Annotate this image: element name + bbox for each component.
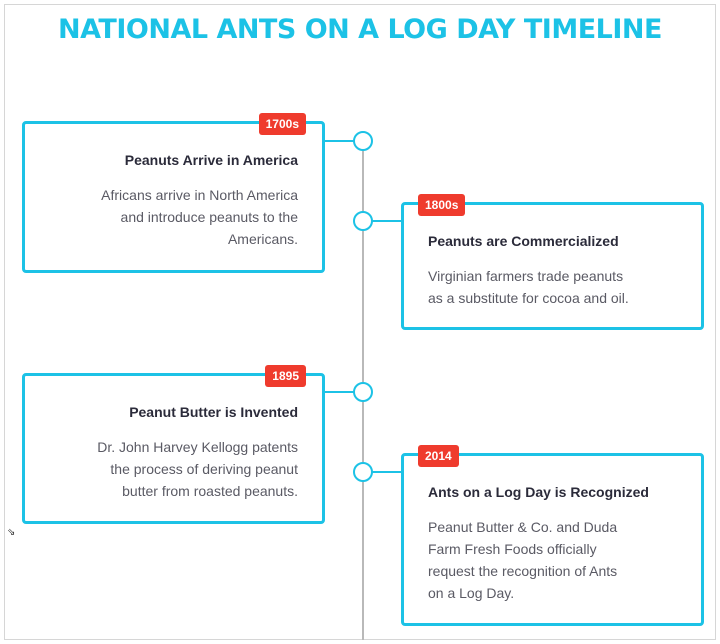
description-line: Peanut Butter & Co. and Duda (428, 519, 618, 535)
description-line: Virginian farmers trade peanuts (428, 268, 624, 284)
event-card-1700s (22, 117, 325, 273)
description-line: Farm Fresh Foods officially (428, 541, 597, 557)
description-line: and introduce peanuts to the (120, 209, 298, 225)
event-description (101, 184, 298, 250)
description-line: Americans. (227, 231, 298, 247)
description-line: Africans arrive in North America (101, 187, 298, 203)
timeline-node-icon (353, 131, 373, 151)
event-description (428, 265, 629, 309)
timeline-node-icon (353, 382, 373, 402)
description-line: request the recognition of Ants (428, 563, 618, 579)
date-badge: 1800s (418, 194, 465, 216)
description-line: the process of deriving peanut (110, 461, 298, 477)
event-heading: Peanuts Arrive in America (124, 152, 298, 168)
event-card-2014 (401, 449, 704, 626)
description-line: as a substitute for cocoa and oil. (428, 290, 629, 306)
description-line: Dr. John Harvey Kellogg patents (97, 439, 298, 455)
timeline-connector (323, 140, 355, 142)
page-title: NATIONAL ANTS ON A LOG DAY TIMELINE (58, 14, 662, 45)
cursor-icon: ⇘ (7, 527, 16, 538)
timeline-connector (371, 220, 403, 222)
timeline-connector (323, 391, 355, 393)
event-heading: Peanut Butter is Invented (129, 404, 298, 420)
timeline-connector (371, 471, 403, 473)
date-badge: 1700s (259, 113, 306, 135)
event-heading: Peanuts are Commercialized (428, 233, 619, 249)
description-line: butter from roasted peanuts. (122, 483, 298, 499)
description-line: on a Log Day. (428, 585, 515, 601)
date-badge: 2014 (418, 445, 459, 467)
event-description (97, 436, 298, 502)
timeline-node-icon (353, 211, 373, 231)
timeline-node-icon (353, 462, 373, 482)
event-heading: Ants on a Log Day is Recognized (428, 484, 649, 500)
event-description (428, 516, 617, 604)
date-badge: 1895 (265, 365, 306, 387)
event-card-1800s (401, 198, 704, 330)
event-card-1895 (22, 369, 325, 524)
